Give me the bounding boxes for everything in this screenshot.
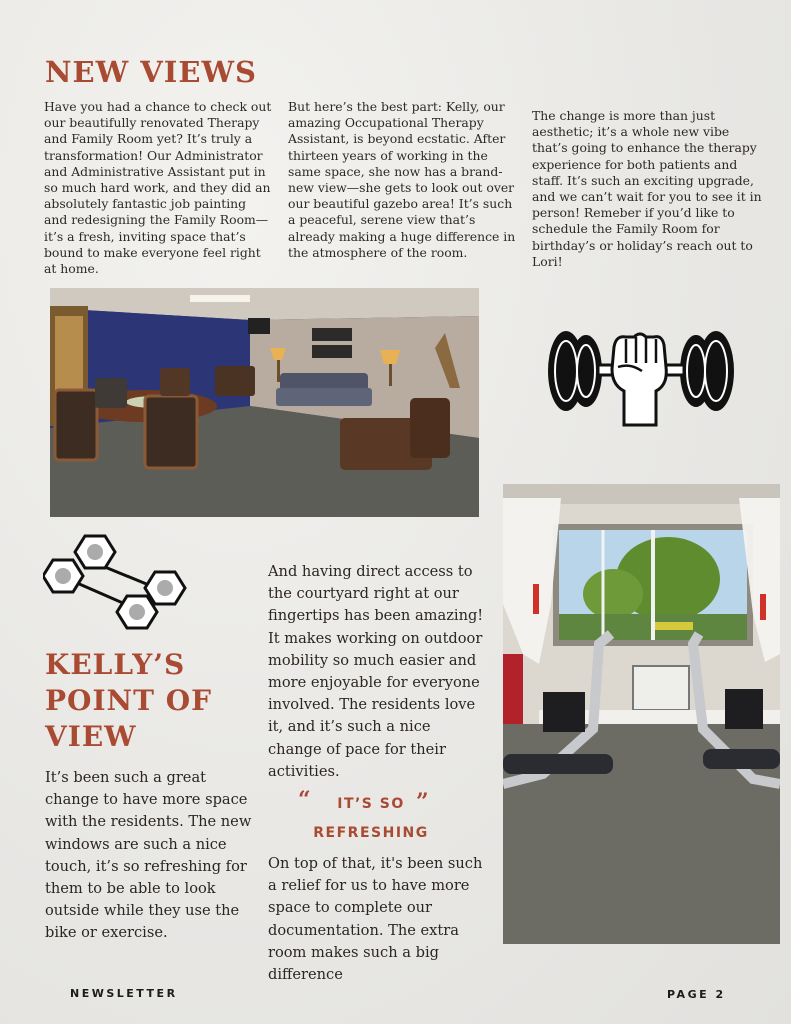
close-quote-icon: ”	[416, 789, 431, 815]
footer-newsletter-label: NEWSLETTER	[70, 987, 178, 1000]
dumbbells-icon	[43, 530, 191, 636]
family-room-photo	[50, 288, 479, 517]
therapy-room-photo	[503, 484, 780, 944]
heading-line-3: VIEW	[45, 720, 137, 753]
heading-line-1: KELLY’S	[45, 648, 186, 681]
new-views-column-3: The change is more than just aesthetic; it’s a whole new vibe that’s going to enhance the therapy experience for both patients and staff. It’s such an exciting upgrade, and we can’t wait for you to see it in person! Remeber if you’d like to schedule the Family Room for birthday’s or holiday’s reach out to Lori!	[532, 108, 762, 269]
fist-dumbbell-icon	[546, 327, 736, 429]
kelly-column-1: It’s been such a great change to have more space with the residents. The new windows are such a nice touch, it’s so refreshing for them to be able to look outside while they use the bike or exercise.	[45, 769, 252, 942]
kellys-point-of-view-heading	[45, 647, 245, 755]
open-quote-icon: “	[298, 787, 313, 813]
footer-page-number: PAGE 2	[667, 988, 726, 1001]
kelly-column-3: On top of that, it's been such a relief for us to have more space to complete our documentation. The extra room makes such a big difference	[268, 855, 483, 984]
new-views-column-2: But here’s the best part: Kelly, our amazing Occupational Therapy Assistant, is beyond ecstatic. After thirteen years of working in the same space, she now has a brand-new view—she gets to look out over our beautiful gazebo area! It’s such a peaceful, serene view that’s already making a huge difference in the atmosphere of the room.	[288, 99, 516, 260]
heading-line-2: POINT OF	[45, 684, 212, 717]
pull-quote	[296, 787, 446, 848]
quote-line-2: REFRESHING	[313, 825, 429, 841]
new-views-column-1: Have you had a chance to check out our beautifully renovated Therapy and Family Room yet? It’s truly a transformation! Our Administrator and Administrative Assistant put in so much hard work, and they did an absolutely fantastic job painting and redesigning the Family Room—it’s a fresh, inviting space that’s bound to make everyone feel right at home.	[44, 99, 272, 277]
new-views-heading: NEW VIEWS	[45, 55, 257, 89]
kelly-column-2: And having direct access to the courtyard right at our fingertips has been amazing! It makes working on outdoor mobility so much easier and more enjoyable for everyone involved. The residents love it, and it’s such a nice change of pace for their activities.	[268, 563, 484, 780]
quote-line-1: IT’S SO	[337, 796, 405, 812]
